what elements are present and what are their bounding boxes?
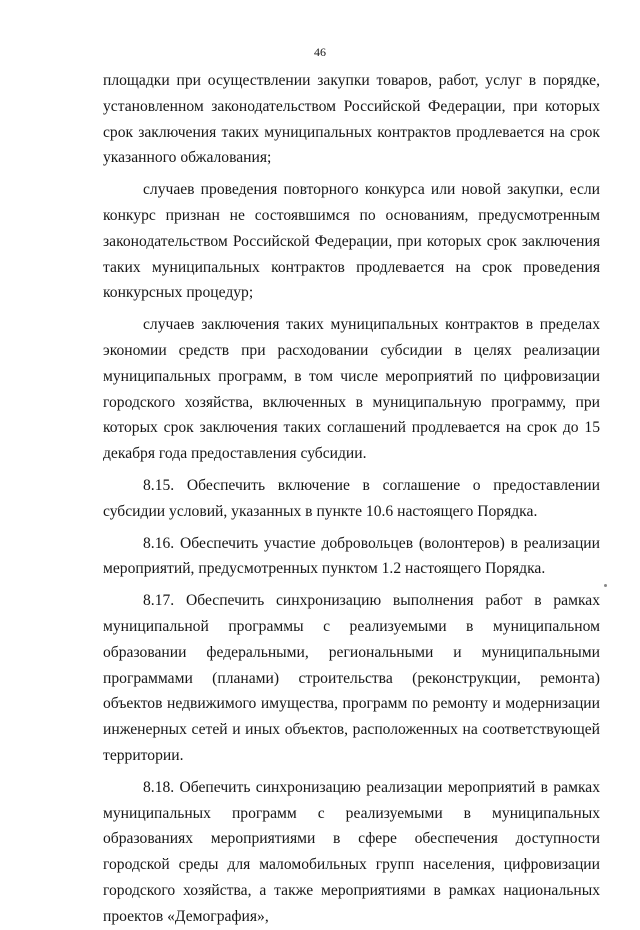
scan-speck [604, 584, 607, 587]
paragraph-repeat-tender: случаев проведения повторного конкурса или новой закупки, если конкурс признан не состоявшимся по основаниям, предусмотренным законодательством Российской Федерации, при которых срок заключения таких муниципальных контрактов продлевается на срок проведения конкурсных процедур; [103, 181, 600, 302]
page-number: 46 [314, 45, 326, 59]
paragraph-appeal-procedure: площадки при осуществлении закупки товаров, работ, услуг в порядке, установленном законодательством Российской Федерации, при которых срок заключения таких муниципальных контрактов продлевается на срок указанного обжалования; [103, 72, 600, 167]
paragraph-8-17: 8.17. Обеспечить синхронизацию выполнения работ в рамках муниципальной программы с реализуемыми в муниципальном образовании федеральными, региональными и муниципальными программами (планами) строительства (реконструкции, ремонта) объектов недвижимого имущества, программ по ремонту и модернизации инженерных сетей и иных объектов, расположенных на соответствующей территории. [103, 592, 600, 764]
document-body [103, 68, 600, 930]
paragraph-8-18: 8.18. Обепечить синхронизацию реализации мероприятий в рамках муниципальных программ с реализуемыми в муниципальных образованиях мероприятиями в сфере обеспечения доступности городской среды для маломобильных групп населения, цифровизации городского хозяйства, а также мероприятиями в рамках национальных проектов «Демография», [103, 778, 600, 925]
paragraph-8-16: 8.16. Обеспечить участие добровольцев (волонтеров) в реализации мероприятий, предусмотренных пунктом 1.2 настоящего Порядка. [103, 534, 600, 578]
paragraph-subsidy-savings: случаев заключения таких муниципальных контрактов в пределах экономии средств при расходовании субсидии в целях реализации муниципальных программ, в том числе мероприятий по цифровизации городского хозяйства, включенных в муниципальную программу, при которых срок заключения таких соглашений продлевается на срок до 15 декабря года предоставления субсидии. [103, 316, 600, 463]
paragraph-8-15: 8.15. Обеспечить включение в соглашение о предоставлении субсидии условий, указанных в пункте 10.6 настоящего Порядка. [103, 476, 600, 520]
